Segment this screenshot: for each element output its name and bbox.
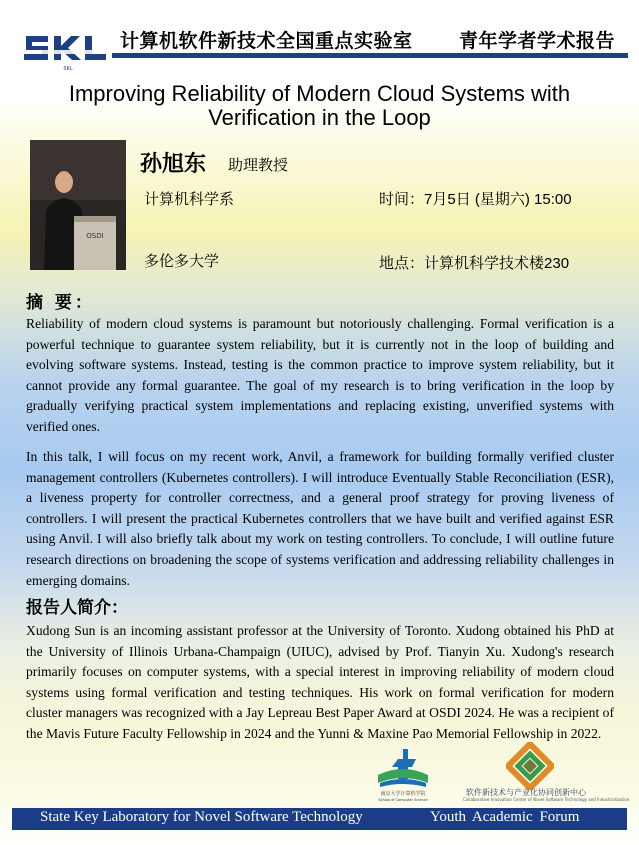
time-value: 7月5日 (星期六) 15:00 bbox=[424, 191, 572, 208]
cic-logo bbox=[506, 742, 554, 790]
bio-heading: 报告人简介： bbox=[26, 598, 128, 618]
abstract-paragraph-1: Reliability of modern cloud systems is paramount but notoriously challenging. Formal verification is a powerful technique to guarantee system reliability, but it is currently not in the loop of building and evolving software systems. Instead, testing is the common practice to improve system reliability, but it cannot provide any formal guarantee. The goal of my research is to bring verification in the loop by gradually verifying practical system implementations and replacing existing, unverified systems with verified ones. bbox=[26, 316, 614, 434]
speaker-department: 计算机科学系 bbox=[144, 190, 235, 208]
abstract-heading: 摘 要： bbox=[26, 293, 95, 313]
speaker-university: 多伦多大学 bbox=[144, 252, 220, 270]
podium-label: OSDI bbox=[86, 232, 104, 240]
lab-name: 计算机软件新技术全国重点实验室 bbox=[120, 30, 413, 52]
speaker-photo bbox=[30, 140, 126, 270]
place-line bbox=[379, 252, 569, 273]
cic-name: 软件新技术与产业化协同创新中心 bbox=[466, 788, 586, 797]
nju-en-text: School of Computer Science bbox=[378, 798, 428, 802]
skl-logo bbox=[22, 26, 114, 72]
bio-paragraph: Xudong Sun is an incoming assistant professor at the University of Toronto. Xudong obtained his PhD at the University of Illinois Urbana-Champaign (UIUC), advised by Prof. Tianyin Xu. Xudong's research primarily focuses on computer systems, with a special interest in improving reliability of modern cloud systems using formal verification and testing techniques. His work on formal verification for modern cluster managers was recognized with a Jay Lepreau Best Paper Award at OSDI 2024. He was a recipient of the Mavis Future Faculty Fellowship in 2024 and the Yunni & Maxine Pao Memorial Fellowship in 2022. bbox=[26, 623, 614, 741]
abstract-paragraph-2: In this talk, I will focus on my recent work, Anvil, a framework for building formally verified cluster management controllers (Kubernetes controllers). I will introduce Eventually Stable Reconciliation (ESR), a liveness property for controller correctness, and a general proof strategy for proving liveness of controllers. I will present the practical Kubernetes controllers that we have built and verified against ESR using Anvil. I will also briefly talk about my work on testing controllers. To conclude, I will outline future research directions on broadening the scope of systems verification and addressing reliability challenges in emerging domains. bbox=[26, 449, 614, 588]
time-label: 时间： bbox=[379, 190, 425, 208]
place-value: 计算机科学技术楼230 bbox=[424, 255, 570, 272]
footer-lab-name: State Key Laboratory for Novel Software Technology bbox=[40, 809, 363, 825]
forum-name: 青年学者学术报告 bbox=[459, 30, 616, 52]
nju-cn-text: 南京大学计算机学院 bbox=[380, 791, 426, 797]
cic-subtitle: Collaborative Innovation Center of Novel Software Technology and Industrialization bbox=[463, 797, 630, 802]
footer-forum-name: Youth Academic Forum bbox=[430, 809, 580, 825]
header-rule bbox=[112, 53, 628, 58]
skl-logo-text: SKL bbox=[63, 66, 73, 72]
place-label: 地点： bbox=[379, 254, 425, 272]
nju-cs-logo bbox=[372, 745, 434, 803]
talk-title: Improving Reliability of Modern Cloud Systems with Verification in the Loop bbox=[68, 81, 571, 130]
speaker-rank: 助理教授 bbox=[228, 156, 289, 174]
time-line bbox=[379, 188, 572, 209]
footer-bar bbox=[12, 808, 627, 830]
speaker-name: 孙旭东 bbox=[140, 151, 207, 177]
